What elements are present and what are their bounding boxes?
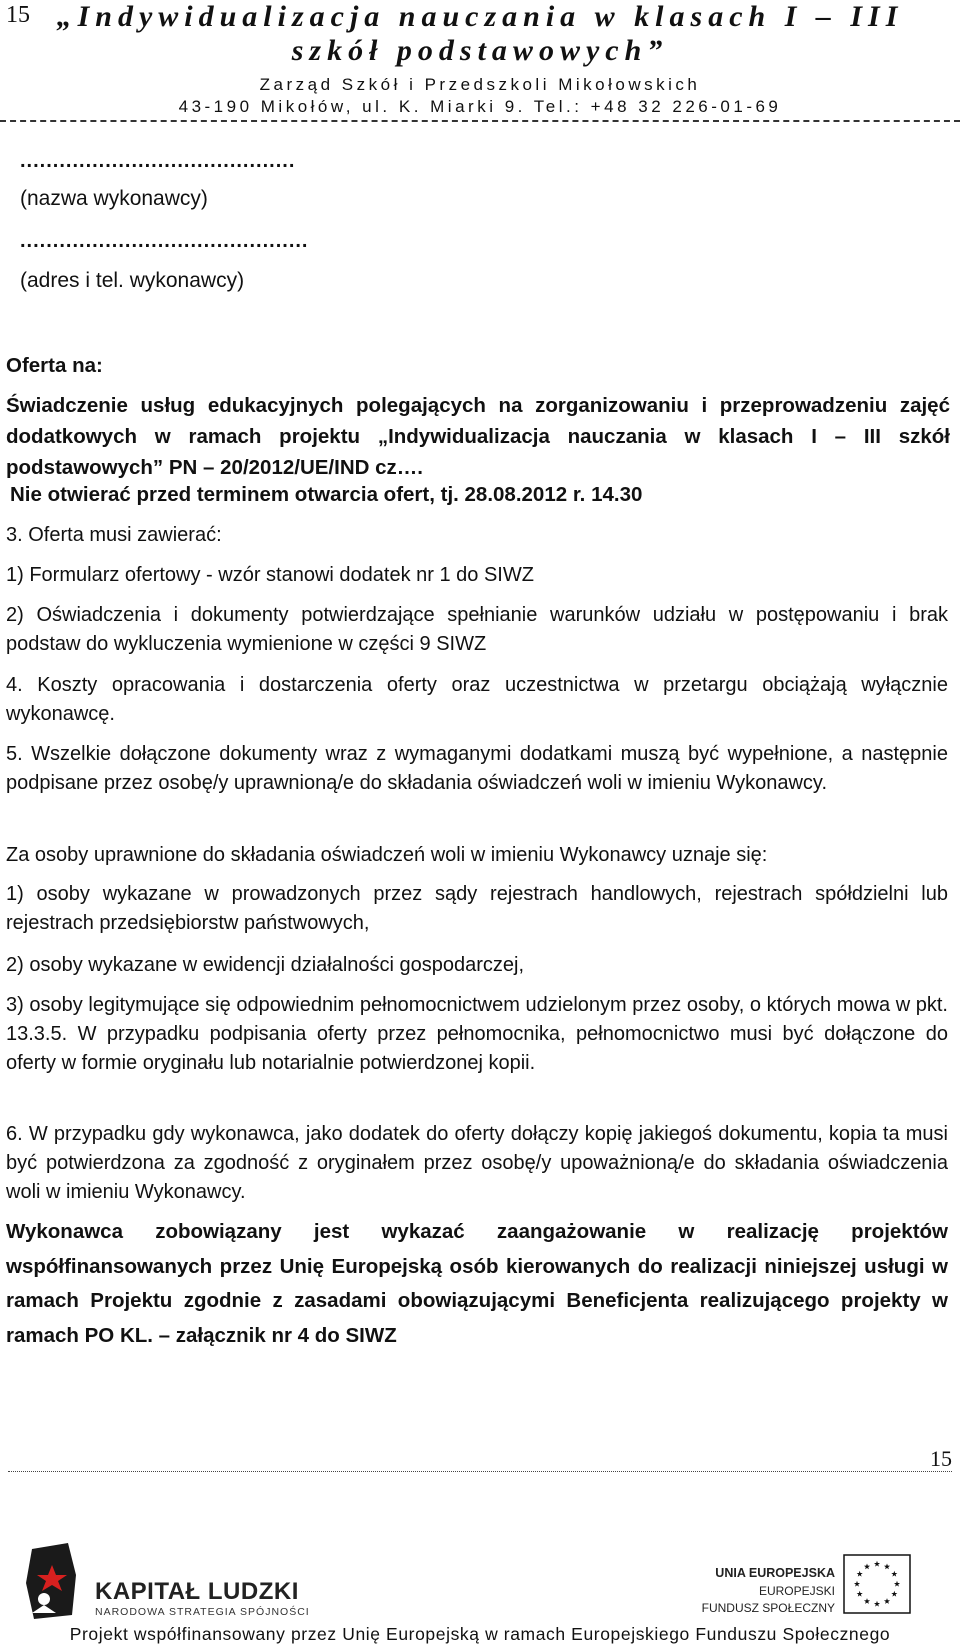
- item-3-1: 1) Formularz ofertowy - wzór stanowi dodatek nr 1 do SIWZ: [6, 564, 534, 586]
- item-4: 4. Koszty opracowania i dostarczenia oferty oraz uczestnictwa w przetargu obciążają wyłącznie wykonawcę.: [6, 674, 948, 725]
- contractor-name-placeholder: ..........................................: [20, 150, 296, 172]
- offer-subject: Świadczenie usług edukacyjnych polegających na zorganizowaniu i przeprowadzeniu zajęć dodatkowych w ramach projektu „Indywidualizacja nauczania w klasach I – III szkół podstawowych” PN – 20/2012/UE/IND cz….: [6, 394, 950, 479]
- header-divider: [0, 120, 960, 122]
- eu-flag-icon: [843, 1554, 911, 1614]
- document-title-line1: „Indywidualizacja nauczania w klasach I – III: [56, 0, 904, 33]
- cofinancing-banner: Projekt współfinansowany przez Unię Europejską w ramach Europejskiego Funduszu Społecznego: [69, 1624, 891, 1644]
- esf-label-line2: FUNDUSZ SPOŁECZNY: [701, 1601, 835, 1615]
- esf-label-line1: EUROPEJSKI: [758, 1584, 835, 1598]
- eu-label: UNIA EUROPEJSKA: [715, 1566, 835, 1580]
- item-5-1: 1) osoby wykazane w prowadzonych przez sądy rejestrach handlowych, rejestrach spółdzielni lub rejestrach przedsiębiorstw państwowych,: [6, 883, 948, 934]
- institution-address: 43-190 Mikołów, ul. K. Miarki 9. Tel.: +48 32 226-01-69: [178, 97, 782, 116]
- offer-warning: Nie otwierać przed terminem otwarcia ofert, tj. 28.08.2012 r. 14.30: [10, 483, 643, 506]
- item-5-intro: Za osoby uprawnione do składania oświadczeń woli w imieniu Wykonawcy uznaje się:: [6, 844, 768, 866]
- item-5-2: 2) osoby wykazane w ewidencji działalności gospodarczej,: [6, 954, 525, 976]
- item-6: 6. W przypadku gdy wykonawca, jako dodatek do oferty dołączy kopię jakiegoś dokumentu, kopia ta musi być potwierdzona za zgodność z oryginałem przez osobę/y upoważnioną/e do składania oświadczenia woli w imieniu Wykonawcy.: [6, 1123, 948, 1203]
- kapital-ludzki-title: KAPITAŁ LUDZKI: [95, 1578, 299, 1605]
- contractor-obligation: Wykonawca zobowiązany jest wykazać zaangażowanie w realizację projektów współfinansowanych przez Unię Europejską osób kierowanych do realizacji niniejszej usługi w ramach Projektu zgodnie z zasadami obowiązującymi Beneficjenta realizującego projekty w ramach PO KL. – załącznik nr 4 do SIWZ: [6, 1220, 948, 1347]
- kapital-ludzki-figure-head: [38, 1593, 50, 1605]
- footer-divider: [8, 1471, 952, 1472]
- header-page-number: 15: [6, 2, 30, 28]
- footer-page-number: 15: [930, 1446, 952, 1471]
- institution-name: Zarząd Szkół i Przedszkoli Mikołowskich: [259, 75, 701, 94]
- offer-label: Oferta na:: [6, 354, 103, 377]
- item-3-2: 2) Oświadczenia i dokumenty potwierdzające spełnianie warunków udziału w postępowaniu i brak podstaw do wykluczenia wymienione w części 9 SIWZ: [6, 604, 948, 655]
- contractor-name-label: (nazwa wykonawcy): [20, 187, 208, 210]
- item-5-3: 3) osoby legitymujące się odpowiednim pełnomocnictwem udzielonym przez osoby, o których mowa w pkt. 13.3.5. W przypadku podpisania oferty przez pełnomocnika, pełnomocnictwo musi być dołączone do oferty w formie oryginału lub notarialnie potwierdzonej kopii.: [6, 994, 948, 1074]
- kapital-ludzki-subtitle: NARODOWA STRATEGIA SPÓJNOŚCI: [95, 1606, 310, 1618]
- item-5: 5. Wszelkie dołączone dokumenty wraz z wymaganymi dodatkami muszą być wypełnione, a następnie podpisane przez osobę/y uprawnioną/e do składania oświadczeń woli w imieniu Wykonawcy.: [6, 743, 948, 794]
- kapital-ludzki-logo-icon: [22, 1543, 82, 1623]
- contractor-address-placeholder: ............................................: [20, 230, 309, 252]
- item-3: 3. Oferta musi zawierać:: [6, 524, 222, 546]
- document-title-line2: szkół podstawowych”: [291, 34, 669, 67]
- contractor-address-label: (adres i tel. wykonawcy): [20, 269, 245, 292]
